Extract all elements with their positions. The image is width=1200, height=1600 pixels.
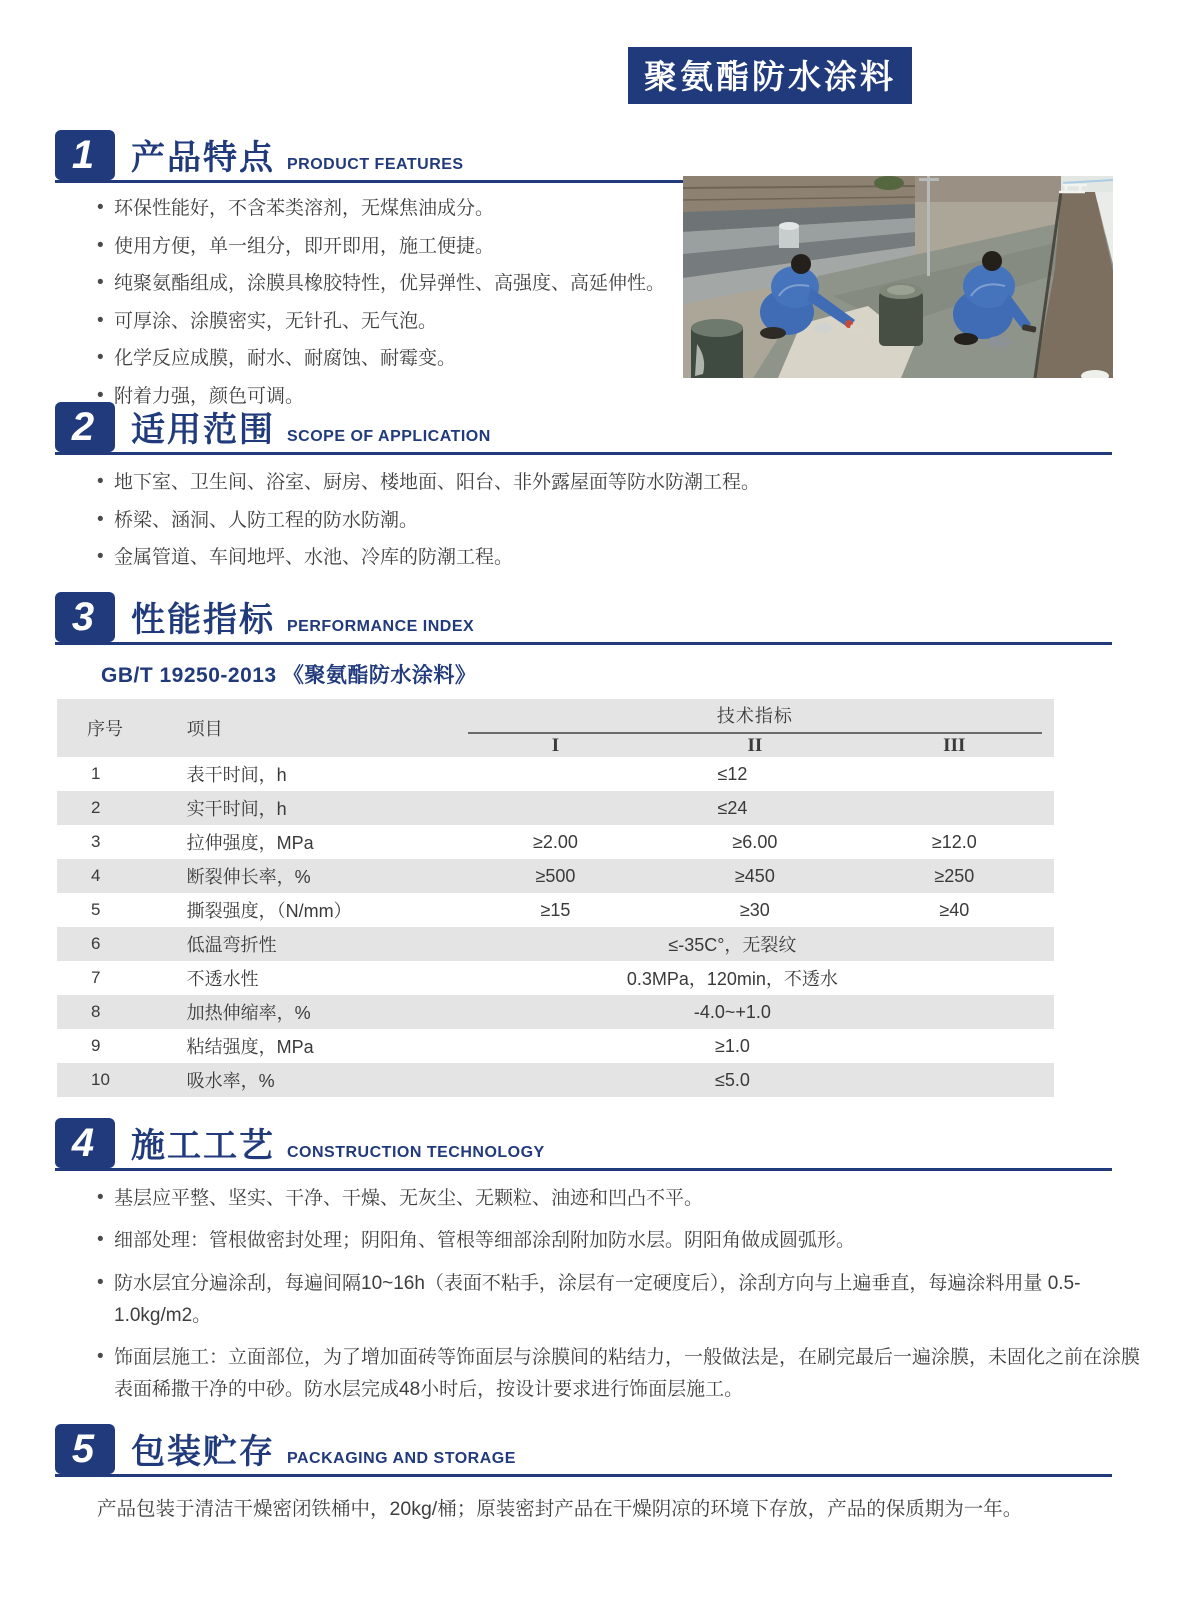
section-construction bbox=[55, 1118, 1141, 1417]
table-row bbox=[57, 859, 1054, 893]
cell-item: 断裂伸长率，% bbox=[186, 867, 311, 887]
bullet-item: • 附着力强，颜色可调。 bbox=[95, 383, 675, 412]
section-titles bbox=[131, 402, 491, 451]
section-title-en: PACKAGING AND STORAGE bbox=[287, 1450, 516, 1467]
tech-subcolumns bbox=[456, 735, 1054, 757]
cell-item: 拉伸强度，MPa bbox=[186, 833, 314, 853]
section-title-cn: 包装贮存 bbox=[131, 1433, 275, 1471]
performance-table-body bbox=[57, 757, 1054, 1097]
performance-table-header bbox=[57, 699, 1054, 757]
section-titles bbox=[131, 130, 464, 179]
col-header-grade-3: III bbox=[943, 734, 966, 756]
cell-value: ≥40 bbox=[939, 899, 970, 920]
cell-no: 10 bbox=[91, 1070, 110, 1089]
cell-value: ≥6.00 bbox=[732, 831, 778, 852]
cell-value: ≥15 bbox=[540, 899, 571, 920]
section-performance-index bbox=[55, 592, 1112, 1097]
product-photo bbox=[683, 176, 1113, 378]
cell-value-span: ≤5.0 bbox=[714, 1069, 750, 1090]
cell-no: 6 bbox=[91, 934, 101, 953]
cell-no: 9 bbox=[91, 1036, 101, 1055]
standard-reference: GB/T 19250-2013 《聚氨酯防水涂料》 bbox=[101, 664, 477, 687]
cell-value-span: -4.0~+1.0 bbox=[693, 1001, 771, 1022]
table-row bbox=[57, 961, 1054, 995]
bullet-item: • 可厚涂、涂膜密实，无针孔、无气泡。 bbox=[95, 308, 675, 337]
bullet-item: • 使用方便，单一组分，即开即用，施工便捷。 bbox=[95, 233, 675, 262]
cell-item: 不透水性 bbox=[186, 969, 259, 989]
section-title-cn: 性能指标 bbox=[131, 601, 275, 639]
cell-no: 8 bbox=[91, 1002, 101, 1021]
section-product-features bbox=[55, 130, 1112, 420]
section-number: 5 bbox=[55, 1424, 115, 1474]
cell-value: ≥12.0 bbox=[931, 831, 977, 852]
section-title-cn: 施工工艺 bbox=[131, 1127, 275, 1165]
table-row bbox=[57, 995, 1054, 1029]
cell-item: 加热伸缩率，% bbox=[186, 1003, 311, 1023]
col-header-grade-1: I bbox=[551, 734, 560, 756]
col-header-item: 项目 bbox=[186, 719, 223, 739]
cell-value: ≥250 bbox=[934, 865, 975, 886]
cell-value-span: ≤24 bbox=[717, 797, 748, 818]
section-number: 1 bbox=[55, 130, 115, 180]
packaging-paragraph: 产品包装于清洁干燥密闭铁桶中，20kg/桶；原装密封产品在干燥阴凉的环境下存放，产品的保质期为一年。 bbox=[97, 1498, 1023, 1520]
section-titles bbox=[131, 1118, 545, 1167]
page-title: 聚氨酯防水涂料 bbox=[628, 47, 912, 104]
cell-item: 吸水率，% bbox=[186, 1071, 275, 1091]
bullet-item: • 金属管道、车间地坪、水池、冷库的防潮工程。 bbox=[95, 544, 1112, 573]
cell-item: 表干时间，h bbox=[186, 765, 287, 785]
cell-value: ≥2.00 bbox=[533, 831, 578, 852]
bullet-item: • 化学反应成膜，耐水、耐腐蚀、耐霉变。 bbox=[95, 345, 675, 374]
col-header-tech-group bbox=[456, 699, 1054, 757]
scope-bullet-list bbox=[95, 469, 1112, 573]
performance-table bbox=[57, 699, 1054, 1097]
cell-value-span: ≤-35C°，无裂纹 bbox=[668, 935, 797, 955]
section-title-cn: 适用范围 bbox=[131, 411, 275, 449]
cell-value-span: 0.3MPa，120min，不透水 bbox=[626, 969, 838, 989]
tech-header-divider bbox=[468, 732, 1042, 734]
section-number: 2 bbox=[55, 402, 115, 452]
cell-value: ≥500 bbox=[535, 865, 576, 886]
bullet-item: • 纯聚氨酯组成，涂膜具橡胶特性，优异弹性、高强度、高延伸性。 bbox=[95, 270, 675, 299]
cell-item: 低温弯折性 bbox=[186, 935, 277, 955]
section-titles bbox=[131, 592, 474, 641]
section-header bbox=[55, 1118, 1112, 1171]
cell-value: ≥30 bbox=[739, 899, 770, 920]
col-header-grade-2: II bbox=[747, 734, 763, 756]
cell-item: 撕裂强度，（N/mm） bbox=[186, 901, 352, 921]
roof-coating-scene-illustration bbox=[683, 176, 1113, 378]
construction-bullet-list bbox=[95, 1183, 1155, 1407]
cell-no: 1 bbox=[91, 764, 101, 783]
bullet-item: • 地下室、卫生间、浴室、厨房、楼地面、阳台、非外露屋面等防水防潮工程。 bbox=[95, 469, 1112, 498]
cell-no: 2 bbox=[91, 798, 101, 817]
bullet-item: • 防水层宜分遍涂刮，每遍间隔10~16h（表面不粘手，涂层有一定硬度后），涂刮方向与上遍垂直，每遍涂料用量 0.5-1.0kg/m2。 bbox=[95, 1268, 1155, 1333]
section-titles bbox=[131, 1424, 516, 1473]
bullet-item: • 细部处理：管根做密封处理；阴阳角、管根等细部涂刮附加防水层。阴阳角做成圆弧形。 bbox=[95, 1225, 1155, 1257]
table-row bbox=[57, 1063, 1054, 1097]
cell-value-span: ≥1.0 bbox=[714, 1035, 750, 1056]
cell-item: 实干时间，h bbox=[186, 799, 287, 819]
table-row bbox=[57, 1029, 1054, 1063]
section-number: 4 bbox=[55, 1118, 115, 1168]
section-scope bbox=[55, 402, 1112, 582]
col-header-no: 序号 bbox=[87, 719, 123, 739]
section-title-en: CONSTRUCTION TECHNOLOGY bbox=[287, 1144, 545, 1161]
table-row bbox=[57, 893, 1054, 927]
section-header bbox=[55, 1424, 1112, 1477]
section-title-cn: 产品特点 bbox=[131, 139, 275, 177]
section-title-en: PERFORMANCE INDEX bbox=[287, 618, 475, 635]
features-bullet-list bbox=[95, 195, 675, 411]
cell-item: 粘结强度，MPa bbox=[186, 1037, 314, 1057]
cell-no: 7 bbox=[91, 968, 101, 987]
bullet-item: • 基层应平整、坚实、干净、干燥、无灰尘、无颗粒、油迹和凹凸不平。 bbox=[95, 1183, 1155, 1215]
cell-value: ≥450 bbox=[734, 865, 775, 886]
bullet-item: • 饰面层施工：立面部位，为了增加面砖等饰面层与涂膜间的粘结力，一般做法是，在刷完最后一遍涂膜，未固化之前在涂膜表面稀撒干净的中砂。防水层完成48小时后，按设计要求进行饰面层施工。 bbox=[95, 1342, 1155, 1407]
section-header bbox=[55, 592, 1112, 645]
table-row bbox=[57, 791, 1054, 825]
col-header-tech-label: 技术指标 bbox=[716, 705, 793, 726]
cell-no: 4 bbox=[91, 866, 101, 885]
bullet-item: • 环保性能好，不含苯类溶剂，无煤焦油成分。 bbox=[95, 195, 675, 224]
bullet-item: • 桥梁、涵洞、人防工程的防水防潮。 bbox=[95, 507, 1112, 536]
section-number: 3 bbox=[55, 592, 115, 642]
cell-value-span: ≤12 bbox=[717, 763, 748, 784]
section-header bbox=[55, 402, 1112, 455]
table-row bbox=[57, 825, 1054, 859]
section-title-en: SCOPE OF APPLICATION bbox=[287, 428, 491, 445]
cell-no: 5 bbox=[91, 900, 101, 919]
table-row bbox=[57, 757, 1054, 791]
section-packaging bbox=[55, 1424, 1112, 1524]
cell-no: 3 bbox=[91, 832, 101, 851]
table-row bbox=[57, 927, 1054, 961]
section-title-en: PRODUCT FEATURES bbox=[287, 156, 464, 173]
